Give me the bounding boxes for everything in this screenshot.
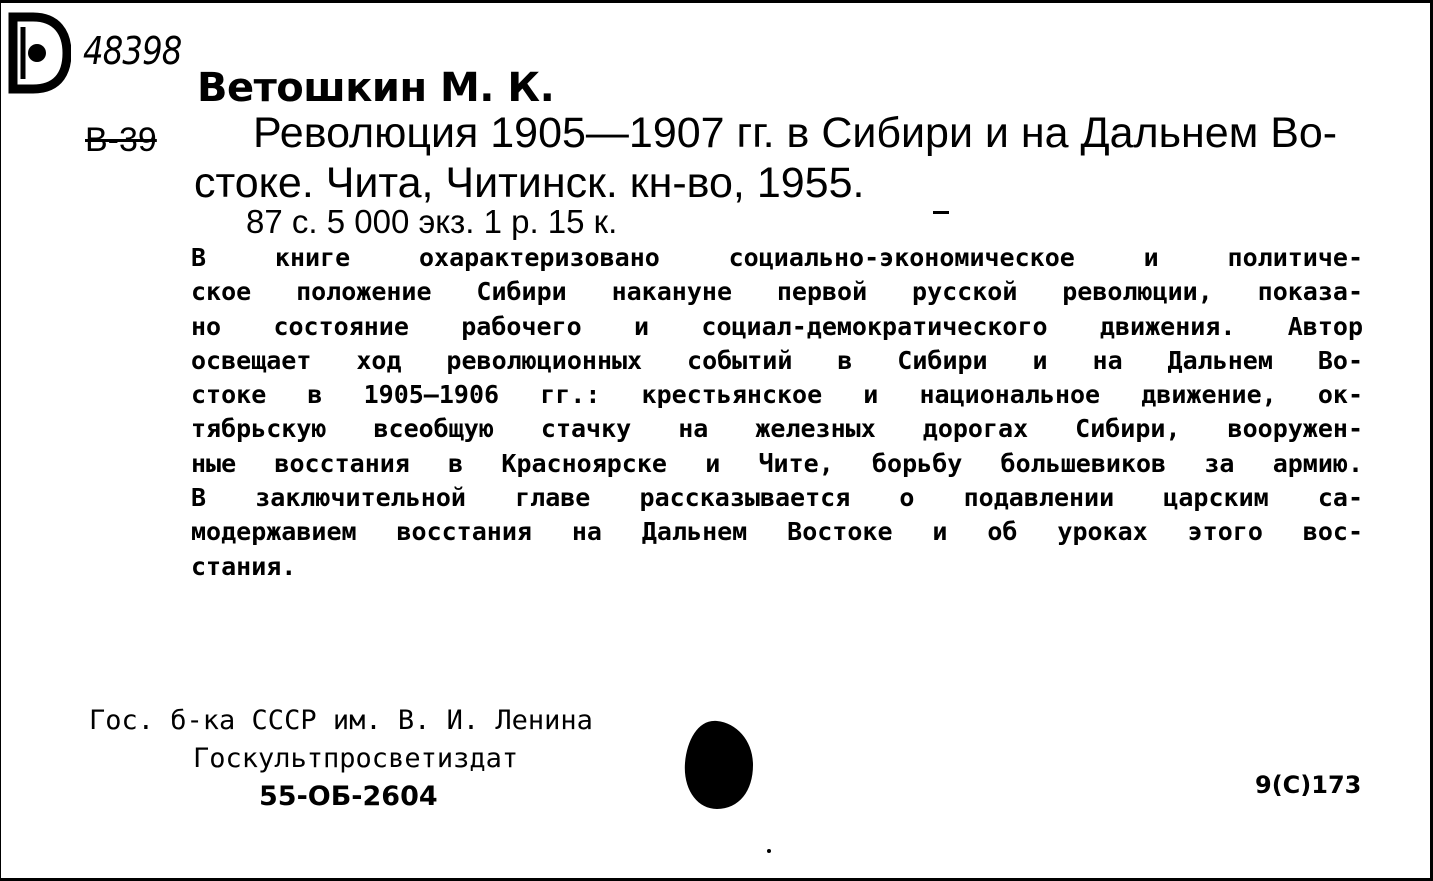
title-line-2: стоке. Чита, Читинск. кн-во, 1955. (194, 159, 865, 207)
handwritten-number: 48398 (83, 29, 182, 73)
stray-mark (933, 211, 949, 214)
annotation-line: ные восстания в Красноярске и Чите, борьбу большевиков за армию. (191, 448, 1363, 478)
imprint-details: 87 с. 5 000 экз. 1 р. 15 к. (246, 203, 618, 240)
annotation-line: освещает ход революционных событий в Сибири и на Дальнем Во- (191, 345, 1363, 375)
annotation-line: В заключительной главе рассказывается о подавлении царским са- (191, 483, 1363, 513)
order-number: 55-ОБ-2604 (259, 781, 438, 812)
annotation-line: стания. (191, 551, 297, 581)
library-name: Гос. б-ка СССР им. В. И. Ленина (89, 705, 593, 736)
classification-code: 9(С)173 (1255, 771, 1362, 799)
publisher-name: Госкультпросветиздат (193, 743, 519, 774)
letter-d-stamp-icon (3, 7, 71, 95)
annotation-line: ское положение Сибири накануне первой русской революции, показа- (191, 277, 1363, 307)
annotation-line: модержавием восстания на Дальнем Востоке и об уроках этого вос- (191, 517, 1363, 547)
title-line-1: Революция 1905—1907 гг. в Сибири и на Дальнем Во- (253, 109, 1338, 157)
annotation-line: но состояние рабочего и социал-демократического движения. Автор (191, 311, 1363, 341)
annotation-line: стоке в 1905—1906 гг.: крестьянское и национальное движение, ок- (191, 380, 1363, 410)
author-name: Ветошкин М. К. (197, 65, 555, 111)
annotation (191, 241, 1363, 584)
annotation-line: В книге охарактеризовано социально-экономическое и политиче- (191, 243, 1363, 272)
annotation-line: тябрьскую всеобщую стачку на железных дорогах Сибири, вооружен- (191, 414, 1363, 444)
shelf-mark: В-39 (85, 121, 157, 159)
ink-blot-icon (681, 719, 755, 811)
stray-dot (767, 849, 771, 853)
